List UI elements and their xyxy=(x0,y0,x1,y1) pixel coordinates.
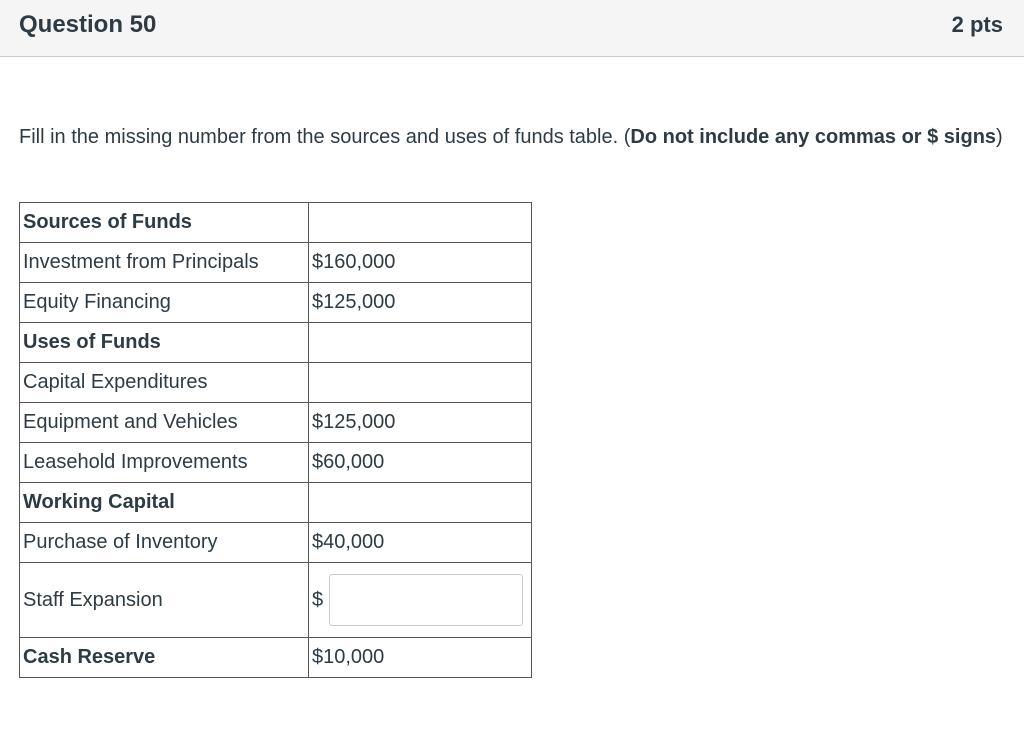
row-label: Capital Expenditures xyxy=(20,363,309,403)
row-value xyxy=(309,323,532,363)
row-label: Staff Expansion xyxy=(20,563,309,638)
prompt-text: Fill in the missing number from the sources and uses of funds table. ( xyxy=(19,126,631,148)
row-value: $60,000 xyxy=(309,443,532,483)
table-row xyxy=(20,403,532,443)
row-value xyxy=(309,483,532,523)
row-value xyxy=(309,363,532,403)
row-label: Equity Financing xyxy=(20,283,309,323)
row-value: $125,000 xyxy=(309,403,532,443)
answer-cell xyxy=(309,563,532,638)
row-value: $160,000 xyxy=(309,243,532,283)
row-label: Equipment and Vehicles xyxy=(20,403,309,443)
dollar-prefix: $ xyxy=(312,588,324,611)
table-row xyxy=(20,563,532,638)
question-header xyxy=(0,0,1024,57)
table-row xyxy=(20,243,532,283)
row-label: Sources of Funds xyxy=(20,203,309,243)
staff-expansion-answer-input[interactable] xyxy=(329,574,523,626)
question-title: Question 50 xyxy=(19,11,157,38)
table-row xyxy=(20,283,532,323)
row-label: Uses of Funds xyxy=(20,323,309,363)
prompt-close: ) xyxy=(996,126,1003,148)
table-row xyxy=(20,523,532,563)
table-row xyxy=(20,443,532,483)
row-label: Working Capital xyxy=(20,483,309,523)
row-label: Cash Reserve xyxy=(20,638,309,678)
row-value: $10,000 xyxy=(309,638,532,678)
question-prompt xyxy=(19,120,1004,154)
table-row xyxy=(20,203,532,243)
row-label: Purchase of Inventory xyxy=(20,523,309,563)
row-label: Leasehold Improvements xyxy=(20,443,309,483)
prompt-bold-instruction: Do not include any commas or $ signs xyxy=(630,126,997,148)
question-points: 2 pts xyxy=(951,12,1003,37)
row-value: $40,000 xyxy=(309,523,532,563)
table-row xyxy=(20,638,532,678)
table-row xyxy=(20,363,532,403)
table-row xyxy=(20,323,532,363)
row-label: Investment from Principals xyxy=(20,243,309,283)
answer-input-wrap xyxy=(312,574,528,626)
row-value xyxy=(309,203,532,243)
sources-uses-table xyxy=(19,202,532,678)
table-row xyxy=(20,483,532,523)
row-value: $125,000 xyxy=(309,283,532,323)
